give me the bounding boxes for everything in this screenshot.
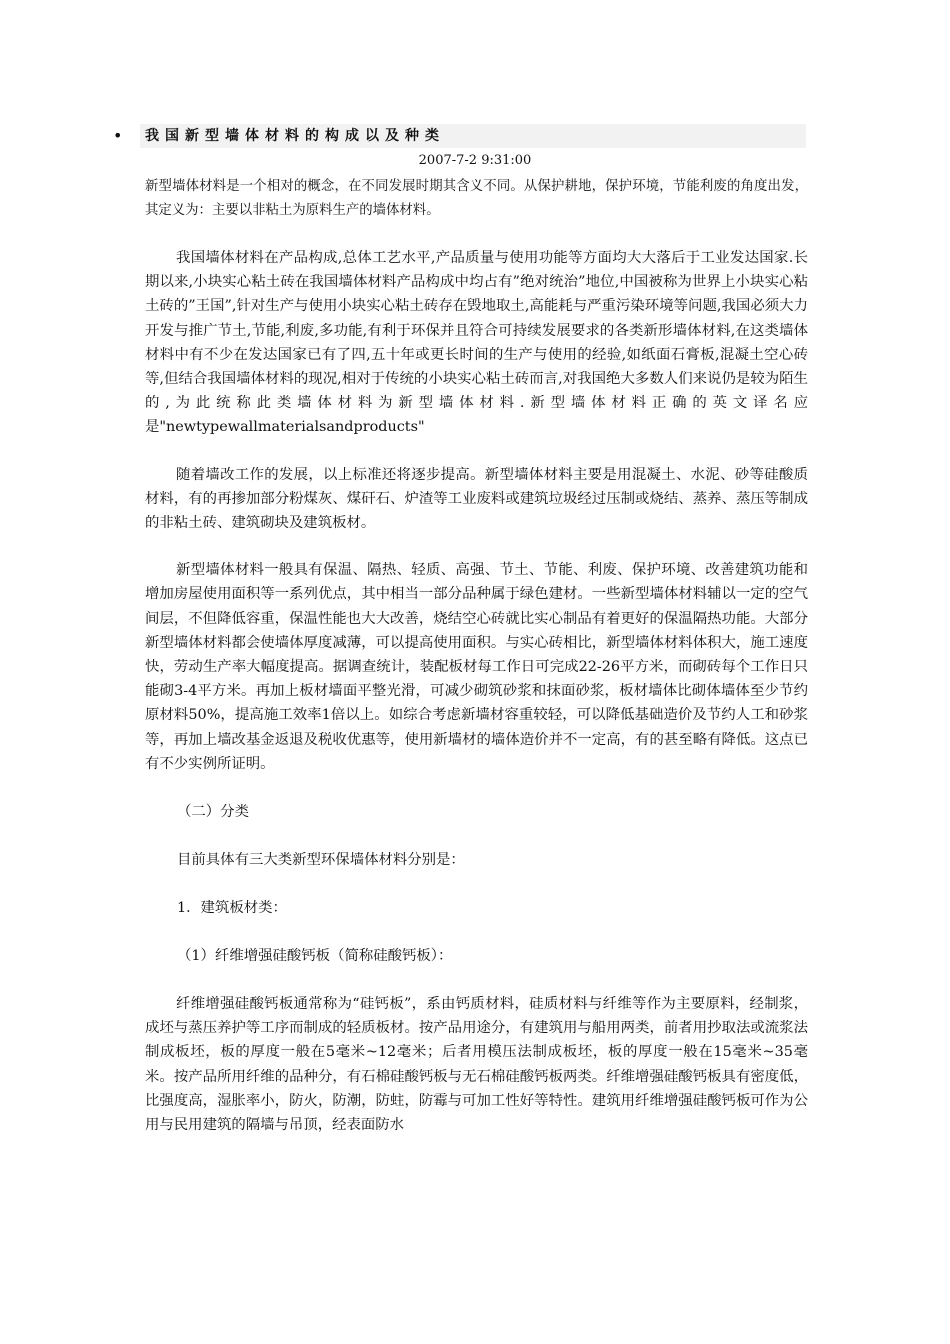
article-timestamp: 2007-7-2 9:31:00 xyxy=(418,153,532,168)
categories-intro: 目前具体有三大类新型环保墙体材料分别是： xyxy=(177,852,465,869)
article-title: 我国新型墙体材料的构成以及种类 xyxy=(145,128,445,144)
paragraph-definition: 随着墙改工作的发展，以上标准还将逐步提高。新型墙体材料主要是用混凝土、水泥、砂等硅酸质材料，有的再掺加部分粉煤灰、煤矸石、炉渣等工业废料或建筑垃圾经过压制或烧结、蒸养、蒸压等制成的非粘土砖、建筑砌块及建筑板材。 xyxy=(145,466,808,532)
bullet-icon: • xyxy=(113,126,123,145)
category-heading: 1．建筑板材类： xyxy=(177,900,287,917)
paragraph-calcium-silicate: 纤维增强硅酸钙板通常称为“硅钙板”，系由钙质材料，硅质材料与纤维等作为主要原料，经制浆，成坯与蒸压养护等工序而制成的轻质板材。按产品用途分，有建筑用与船用两类，前者用抄取法或流浆法制成板坯，板的厚度一般在5毫米~12毫米；后者用模压法制成板坯，板的厚度一般在15毫米~35毫米。按产品所用纤维的品种分，有石棉硅酸钙板与无石棉硅酸钙板两类。纤维增强硅酸钙板具有密度低，比强度高，湿胀率小，防火，防潮，防蛀，防霉与可加工性好等特性。建筑用纤维增强硅酸钙板可作为公用与民用建筑的隔墙与吊顶，经表面防水 xyxy=(145,996,808,1134)
paragraph-composition: 我国墙体材料在产品构成,总体工艺水平,产品质量与使用功能等方面均大大落后于工业发达国家.长期以来,小块实心粘土砖在我国墙体材料产品构成中均占有”绝对统治”地位,中国被称为世界上小块实心粘土砖的”王国”,针对生产与使用小块实心粘土砖存在毁地取土,高能耗与严重污染环境等问题,我国必须大力开发与推广节土,节能,利废,多功能,有利于环保并且符合可持续发展要求的各类新形墙体材料,在这类墙体材料中有不少在发达国家已有了四,五十年或更长时间的生产与使用的经验,如纸面石膏板,混凝土空心砖等,但结合我国墙体材料的现况,相对于传统的小块实心粘土砖而言,对我国绝大多数人们来说仍是较为陌生的,为此统称此类墙体材料为新型墙体材料.新型墙体材料正确的英文译名应是"newtypewallmaterialsandproducts" xyxy=(145,250,808,436)
subcategory-heading: （1）纤维增强硅酸钙板（简称硅酸钙板）： xyxy=(177,948,453,965)
intro-paragraph: 新型墙体材料是一个相对的概念，在不同发展时期其含义不同。从保护耕地，保护环境，节能利废的角度出发，其定义为：主要以非粘土为原料生产的墙体材料。 xyxy=(145,179,808,218)
article-body xyxy=(145,175,808,1137)
paragraph-advantages: 新型墙体材料一般具有保温、隔热、轻质、高强、节土、节能、利废、保护环境、改善建筑功能和增加房屋使用面积等一系列优点，其中相当一部分品种属于绿色建材。一些新型墙体材料辅以一定的空气间层，不但降低容重，保温性能也大大改善，烧结空心砖就比实心制品有着更好的保温隔热功能。大部分新型墙体材料都会使墙体厚度减薄，可以提高使用面积。与实心砖相比，新型墙体材料体积大，施工速度快，劳动生产率大幅度提高。据调查统计，装配板材每工作日可完成22-26平方米，而砌砖每个工作日只能砌3-4平方米。再加上板材墙面平整光滑，可减少砌筑砂浆和抹面砂浆，板材墙体比砌体墙体至少节约原材料50%，提高施工效率1倍以上。如综合考虑新墙材容重较轻，可以降低基础造价及节约人工和砂浆等，再加上墙改基金返退及税收优惠等，使用新墙材的墙体造价并不一定高，有的甚至略有降低。这点已有不少实例所证明。 xyxy=(145,562,808,772)
section-heading: （二）分类 xyxy=(177,804,249,821)
